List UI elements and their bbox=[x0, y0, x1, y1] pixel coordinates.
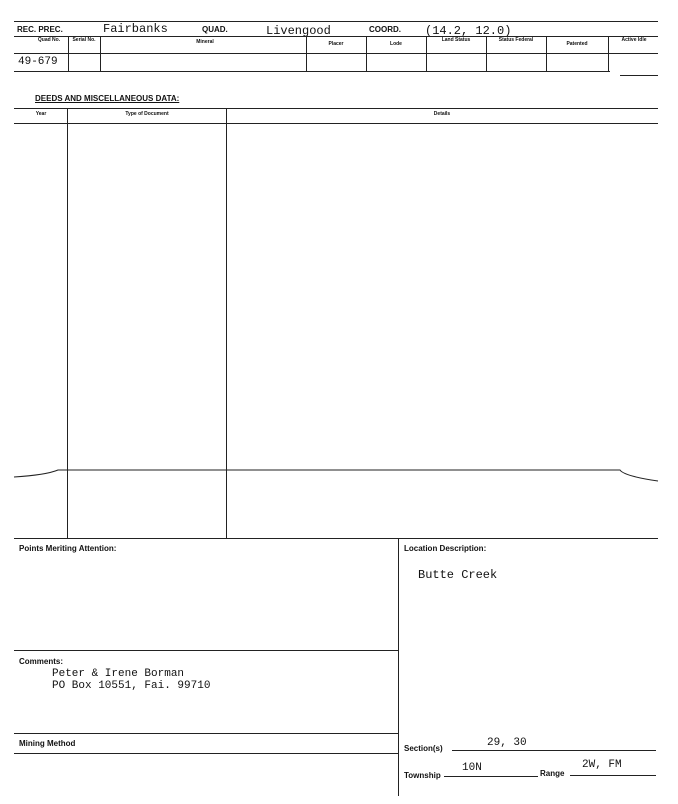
col-quad-no: Quad No. bbox=[37, 37, 61, 43]
location-value: Butte Creek bbox=[418, 568, 498, 582]
header-rule-1 bbox=[14, 36, 658, 37]
deeds-col-details: Details bbox=[433, 111, 451, 117]
township-value: 10N bbox=[462, 762, 482, 774]
quad-no-value: 49-679 bbox=[18, 56, 58, 68]
range-underline bbox=[570, 775, 656, 776]
deeds-top-rule bbox=[14, 108, 658, 109]
comments-label: Comments: bbox=[19, 657, 64, 666]
coord-value: (14.2, 12.0) bbox=[425, 24, 512, 38]
mining-method-label: Mining Method bbox=[19, 739, 76, 748]
rec-prec-value: Fairbanks bbox=[103, 22, 168, 36]
deeds-header-rule bbox=[14, 123, 658, 124]
deeds-col-year: Year bbox=[35, 111, 47, 117]
section-value: 29, 30 bbox=[487, 737, 527, 749]
col-status-federal: Status Federal bbox=[498, 37, 534, 43]
col-patented: Patented bbox=[566, 41, 588, 47]
header-rule-2 bbox=[14, 53, 658, 54]
col-active-idle: Active Idle bbox=[621, 37, 647, 43]
location-label: Location Description: bbox=[404, 544, 487, 553]
rec-prec-label: REC. PREC. bbox=[17, 25, 63, 34]
mining-top-rule bbox=[14, 733, 398, 734]
col-mineral: Mineral bbox=[196, 39, 214, 45]
quad-value: Livengood bbox=[266, 24, 331, 38]
section-label: Section(s) bbox=[404, 744, 443, 753]
header-rule-3 bbox=[14, 71, 610, 72]
deeds-section-title: DEEDS AND MISCELLANEOUS DATA: bbox=[35, 94, 180, 103]
section-underline bbox=[452, 750, 656, 751]
col-sep-8 bbox=[608, 36, 609, 71]
township-underline bbox=[444, 776, 538, 777]
township-label: Township bbox=[404, 771, 441, 780]
col-lode: Lode bbox=[390, 41, 402, 47]
col-land-status: Land Status bbox=[441, 37, 471, 43]
col-placer: Placer bbox=[328, 41, 344, 47]
col-sep-2 bbox=[100, 36, 101, 71]
fold-line bbox=[0, 462, 678, 488]
comments-line-2: PO Box 10551, Fai. 99710 bbox=[52, 680, 211, 692]
points-label: Points Meriting Attention: bbox=[19, 544, 117, 553]
comments-top-rule bbox=[14, 650, 398, 651]
range-label: Range bbox=[540, 769, 565, 778]
range-value: 2W, FM bbox=[582, 759, 622, 771]
deeds-col-type: Type of Document bbox=[125, 111, 169, 117]
deeds-bottom-rule bbox=[14, 538, 658, 539]
col-serial-no: Serial No. bbox=[72, 37, 96, 43]
lower-divider bbox=[398, 538, 399, 796]
comments-line-1: Peter & Irene Borman bbox=[52, 668, 185, 680]
quad-label: QUAD. bbox=[202, 25, 228, 34]
header-rule-3b bbox=[620, 75, 658, 76]
coord-label: COORD. bbox=[369, 25, 401, 34]
mining-bottom-rule bbox=[14, 753, 398, 754]
